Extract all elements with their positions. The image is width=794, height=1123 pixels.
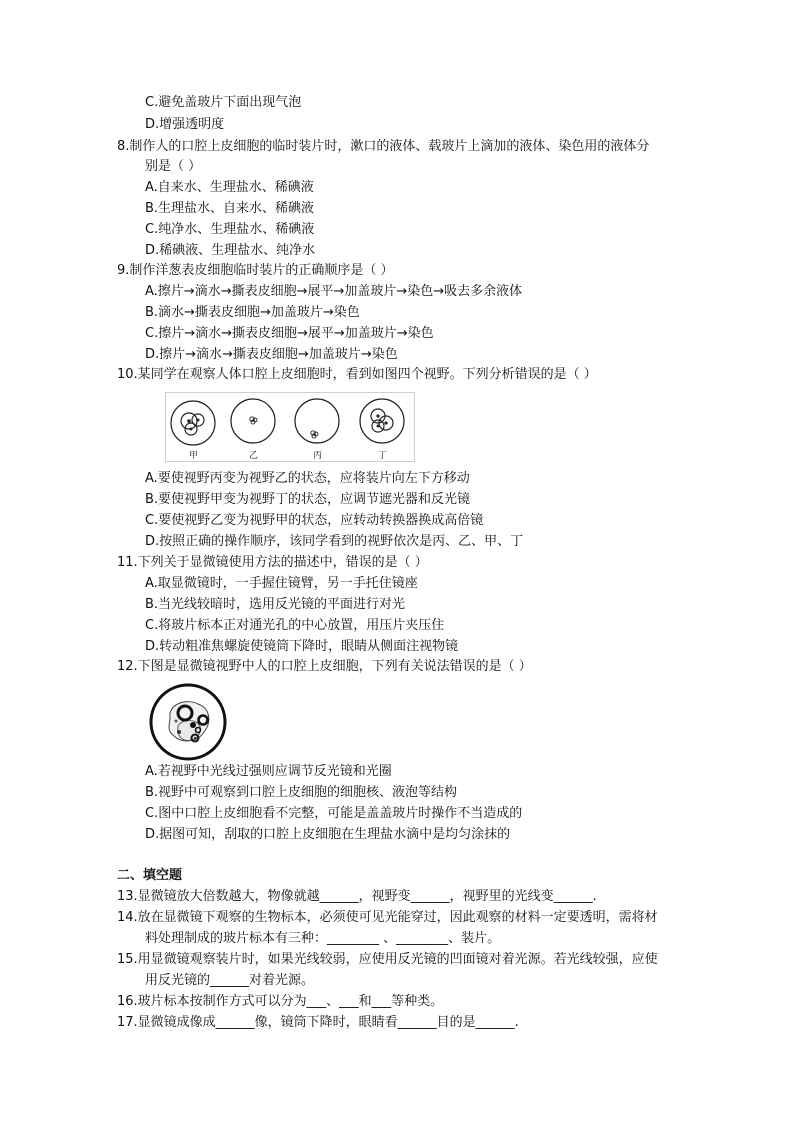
q12-cheek-cell-view-figure xyxy=(148,682,228,762)
section-title-fill-in: 二、填空题 xyxy=(117,868,183,883)
q11-stem: 11.下列关于显微镜使用方法的描述中，错误的是（ ） xyxy=(117,555,428,570)
q12-option-d: D.据图可知，刮取的口腔上皮细胞在生理盐水滴中是均匀涂抹的 xyxy=(145,827,511,842)
q9-option-b: B.滴水→撕表皮细胞→加盖玻片→染色 xyxy=(145,305,360,320)
view-label-ding: 丁 xyxy=(378,451,388,461)
view-label-jia: 甲 xyxy=(189,451,199,461)
q10-stem: 10.某同学在观察人体口腔上皮细胞时，看到如图四个视野。下列分析错误的是（ ） xyxy=(117,367,597,382)
q9-option-c: C.擦片→滴水→撕表皮细胞→展平→加盖玻片→染色 xyxy=(145,326,434,341)
q14-stem-line1: 14.放在显微镜下观察的生物标本，必须使可见光能穿过，因此观察的材料一定要透明，需将材 xyxy=(117,910,658,925)
view-bing xyxy=(295,399,339,461)
q7-option-c: C.避免盖玻片下面出现气泡 xyxy=(145,95,302,110)
q10-option-b: B.要使视野甲变为视野丁的状态，应调节遮光器和反光镜 xyxy=(145,492,471,507)
q10-option-c: C.要使视野乙变为视野甲的状态，应转动转换器换成高倍镜 xyxy=(145,513,484,528)
q15-stem-line2: 用反光镜的______对着光源。 xyxy=(145,973,315,988)
q11-option-a: A.取显微镜时，一手握住镜臂，另一手托住镜座 xyxy=(145,576,418,591)
view-label-yi: 乙 xyxy=(249,451,259,461)
q9-option-a: A.擦片→滴水→撕表皮细胞→展平→加盖玻片→染色→吸去多余液体 xyxy=(145,284,523,299)
q8-option-a: A.自来水、生理盐水、稀碘液 xyxy=(145,180,314,195)
q8-stem-line2: 别是（ ） xyxy=(145,159,202,174)
q11-option-b: B.当光线较暗时，选用反光镜的平面进行对光 xyxy=(145,597,406,612)
q12-option-a: A.若视野中光线过强则应调节反光镜和光圈 xyxy=(145,764,392,779)
q16-stem: 16.玻片标本按制作方式可以分为___、___和___等种类。 xyxy=(117,994,444,1009)
q12-stem: 12.下图是显微镜视野中人的口腔上皮细胞，下列有关说法错误的是（ ） xyxy=(117,659,532,674)
q8-option-b: B.生理盐水、自来水、稀碘液 xyxy=(145,201,315,216)
q7-option-d: D.增强透明度 xyxy=(145,117,225,132)
view-ding xyxy=(360,399,404,461)
view-yi xyxy=(231,399,275,461)
q12-option-b: B.视野中可观察到口腔上皮细胞的细胞核、液泡等结构 xyxy=(145,785,458,800)
q8-option-c: C.纯净水、生理盐水、稀碘液 xyxy=(145,222,315,237)
view-jia xyxy=(171,401,215,461)
q8-option-d: D.稀碘液、生理盐水、纯净水 xyxy=(145,243,316,258)
q10-option-d: D.按照正确的操作顺序，该同学看到的视野依次是丙、乙、甲、丁 xyxy=(145,534,524,549)
q11-option-c: C.将玻片标本正对通光孔的中心放置，用压片夹压住 xyxy=(145,618,445,633)
q12-option-c: C.图中口腔上皮细胞看不完整，可能是盖盖玻片时操作不当造成的 xyxy=(145,806,523,821)
q13-stem: 13.显微镜放大倍数越大，物像就越______，视野变______，视野里的光线变______. xyxy=(117,889,597,904)
q8-stem-line1: 8.制作人的口腔上皮细胞的临时装片时，漱口的液体、载玻片上滴加的液体、染色用的液体分 xyxy=(117,139,650,154)
q10-microscope-views-figure xyxy=(165,392,415,462)
q10-option-a: A.要使视野丙变为视野乙的状态，应将装片向左下方移动 xyxy=(145,471,470,486)
q15-stem-line1: 15.用显微镜观察装片时，如果光线较弱，应使用反光镜的凹面镜对着光源。若光线较强，应使 xyxy=(117,952,658,967)
q9-option-d: D.擦片→滴水→撕表皮细胞→加盖玻片→染色 xyxy=(145,347,398,362)
q17-stem: 17.显微镜成像成______像，镜筒下降时，眼睛看______目的是______. xyxy=(117,1015,519,1030)
q14-stem-line2: 料处理制成的玻片标本有三种：________ 、________、装片。 xyxy=(145,931,501,946)
view-label-bing: 丙 xyxy=(313,451,323,461)
q9-stem: 9.制作洋葱表皮细胞临时装片的正确顺序是（ ） xyxy=(117,263,394,278)
q11-option-d: D.转动粗准焦螺旋使镜筒下降时，眼睛从侧面注视物镜 xyxy=(145,639,459,654)
